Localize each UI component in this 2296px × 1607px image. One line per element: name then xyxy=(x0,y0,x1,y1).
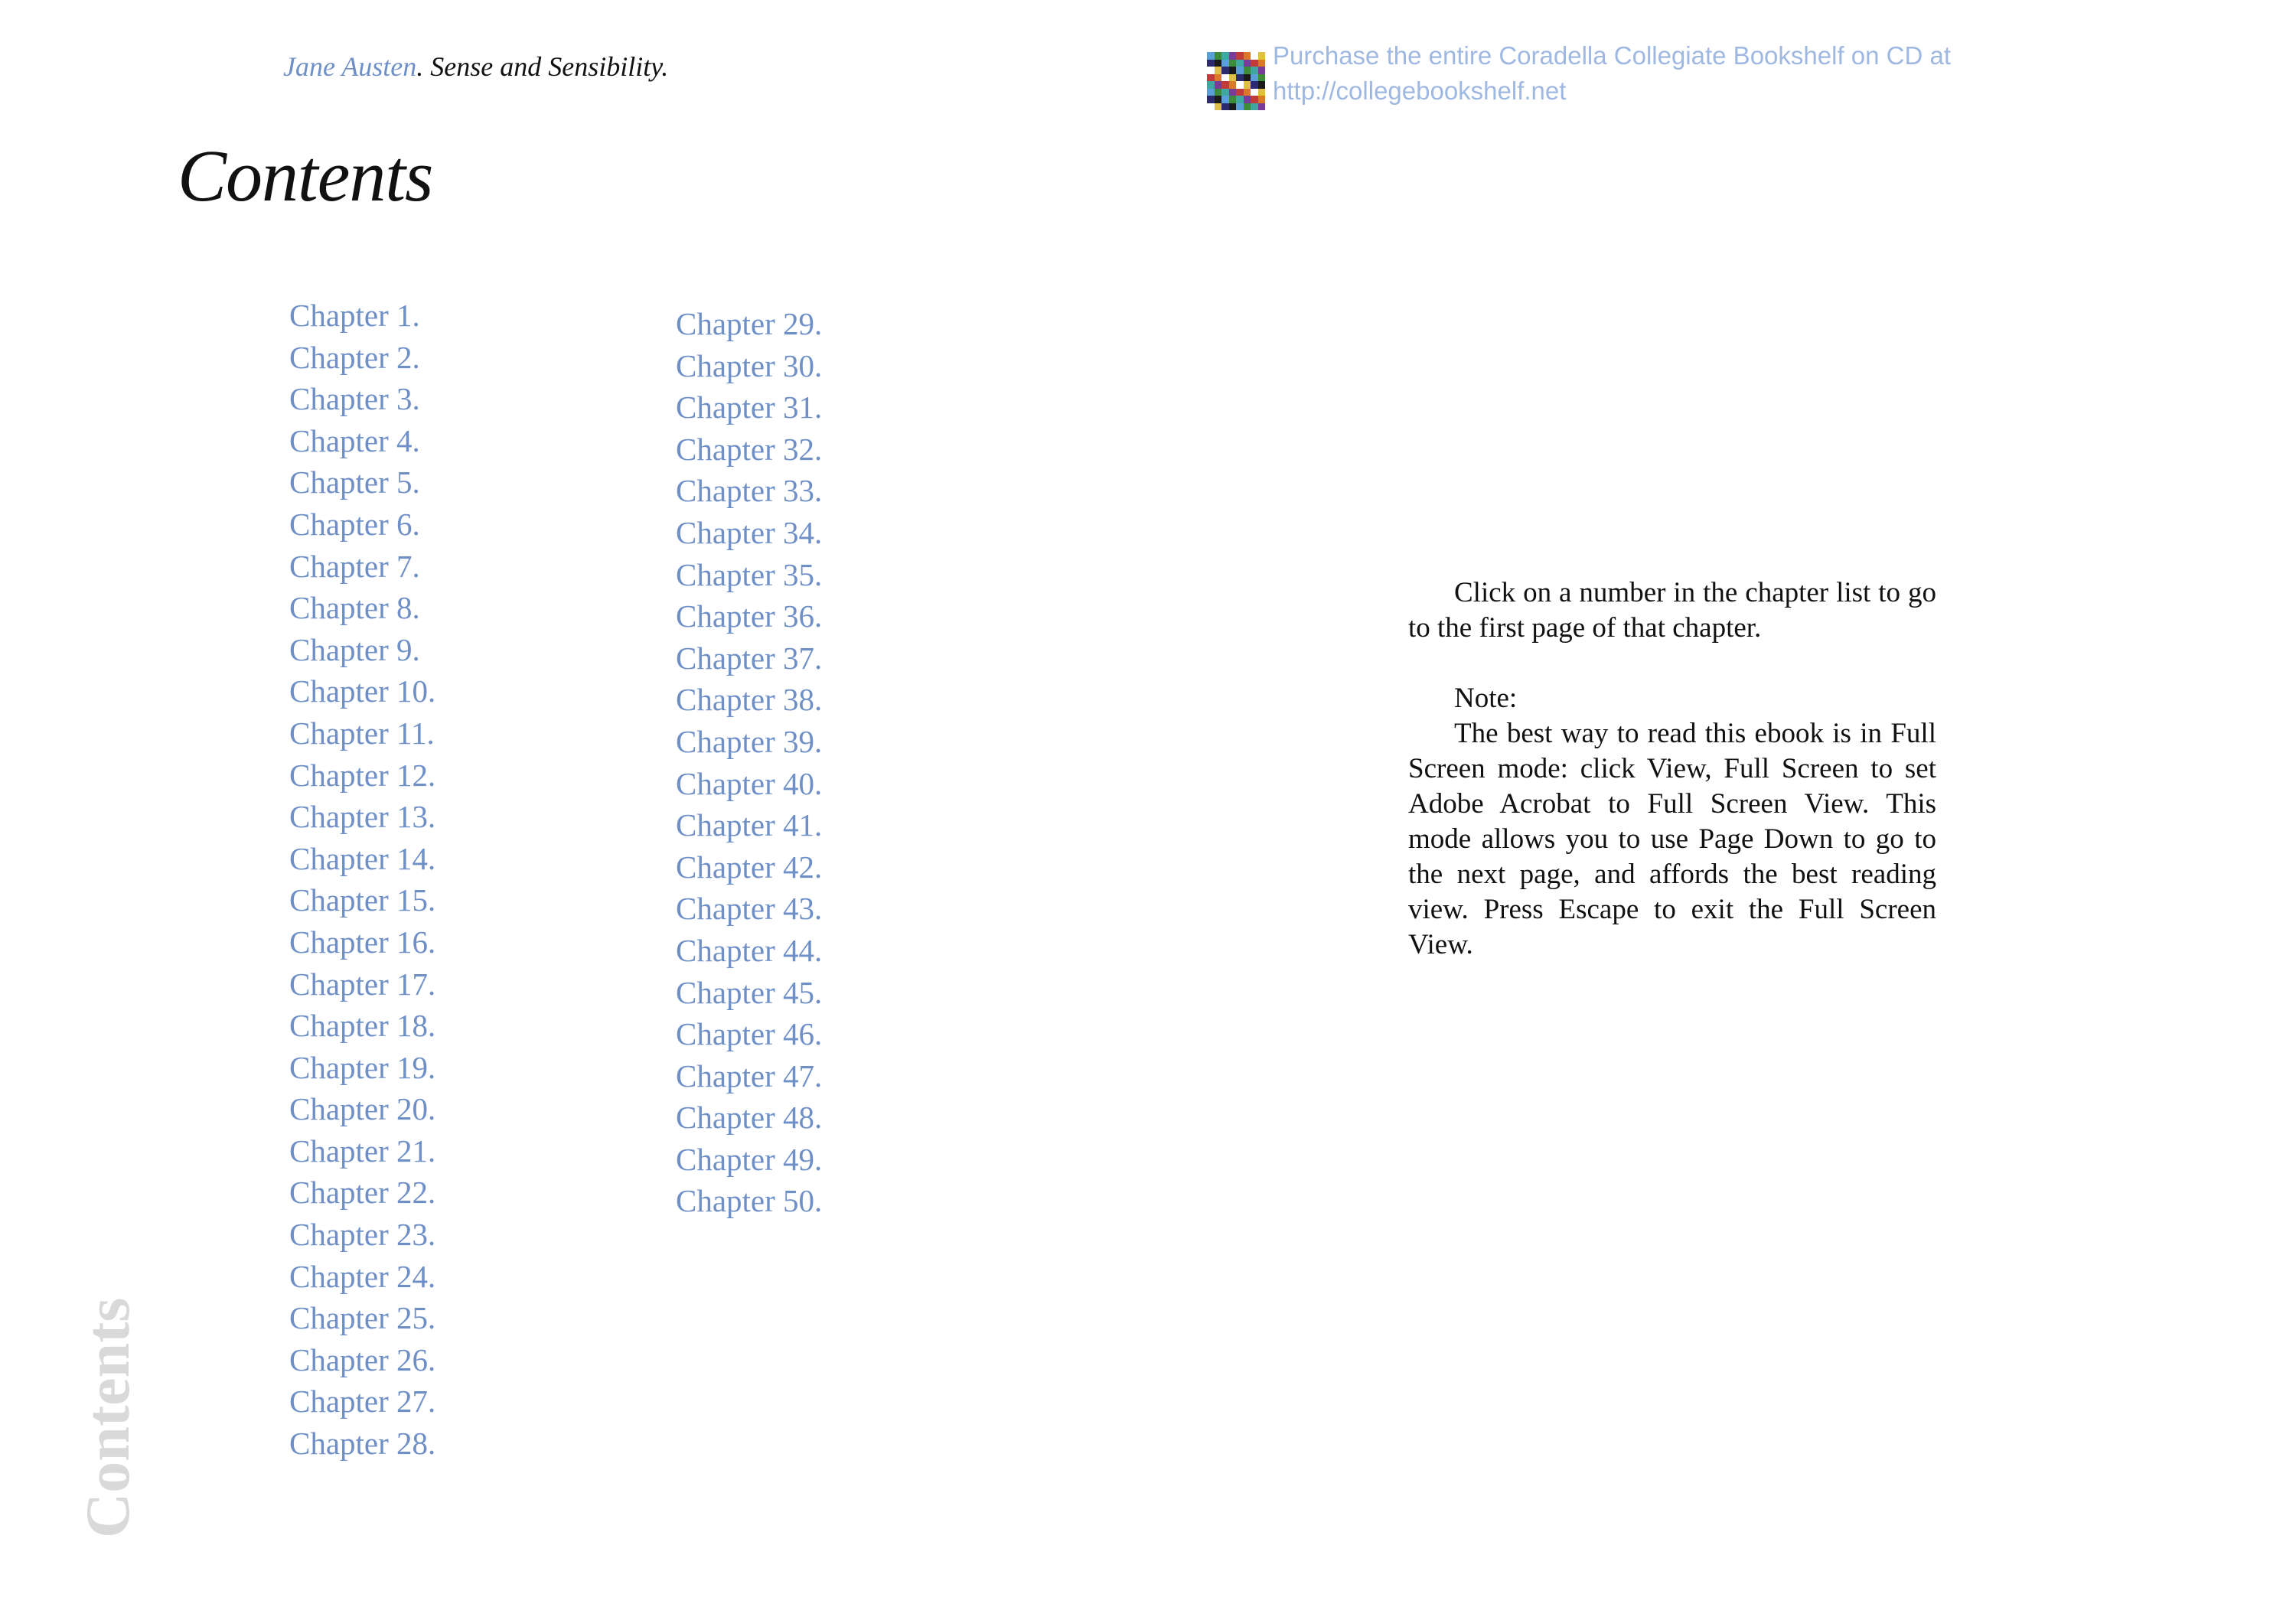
chapter-link[interactable]: Chapter 13. xyxy=(289,799,436,835)
logo-pixel xyxy=(1229,67,1237,74)
logo-pixel xyxy=(1215,52,1222,60)
logo-pixel xyxy=(1207,52,1215,60)
chapter-link[interactable]: Chapter 36. xyxy=(676,598,823,634)
logo-pixel xyxy=(1251,89,1258,96)
logo-pixel xyxy=(1207,103,1215,111)
logo-pixel xyxy=(1221,96,1229,103)
chapter-link[interactable]: Chapter 34. xyxy=(676,514,823,550)
logo-pixel xyxy=(1221,103,1229,111)
instructions-panel xyxy=(1408,575,1936,963)
chapter-link[interactable]: Chapter 46. xyxy=(676,1016,823,1052)
logo-pixel xyxy=(1207,96,1215,103)
chapter-link[interactable]: Chapter 48. xyxy=(676,1100,823,1136)
chapter-link[interactable]: Chapter 45. xyxy=(676,974,823,1010)
chapter-link[interactable]: Chapter 33. xyxy=(676,473,823,509)
chapter-link[interactable]: Chapter 14. xyxy=(289,840,436,876)
chapter-link[interactable]: Chapter 37. xyxy=(676,640,823,676)
chapter-link[interactable]: Chapter 22. xyxy=(289,1175,436,1211)
chapter-link[interactable]: Chapter 31. xyxy=(676,390,823,425)
chapter-link[interactable]: Chapter 19. xyxy=(289,1049,436,1085)
chapter-link[interactable]: Chapter 7. xyxy=(289,548,420,584)
logo-pixel xyxy=(1221,74,1229,82)
promo-text[interactable] xyxy=(1273,38,1951,109)
chapter-list-column-1 xyxy=(289,295,435,1465)
author-link[interactable]: Jane Austen xyxy=(283,51,417,82)
logo-pixel xyxy=(1215,74,1222,82)
logo-pixel xyxy=(1258,81,1266,89)
logo-pixel xyxy=(1244,60,1251,67)
logo-pixel xyxy=(1215,67,1222,74)
logo-pixel xyxy=(1215,103,1222,111)
logo-pixel xyxy=(1215,60,1222,67)
logo-pixel xyxy=(1207,60,1215,67)
logo-pixel xyxy=(1244,96,1251,103)
promo-link-url[interactable]: http://collegebookshelf.net xyxy=(1273,77,1567,105)
running-header xyxy=(283,51,668,83)
instructions-paragraph-1: Click on a number in the chapter list to go to the first page of that chapter. xyxy=(1408,577,1936,644)
logo-pixel xyxy=(1215,96,1222,103)
chapter-link[interactable]: Chapter 23. xyxy=(289,1217,436,1253)
chapter-link[interactable]: Chapter 43. xyxy=(676,891,823,927)
side-section-label: Contents xyxy=(73,1297,142,1538)
chapter-link[interactable]: Chapter 41. xyxy=(676,807,823,843)
chapter-link[interactable]: Chapter 30. xyxy=(676,347,823,383)
logo-pixel xyxy=(1207,89,1215,96)
logo-pixel xyxy=(1258,67,1266,74)
logo-pixel xyxy=(1215,81,1222,89)
logo-pixel xyxy=(1258,60,1266,67)
chapter-link[interactable]: Chapter 18. xyxy=(289,1008,436,1044)
logo-pixel xyxy=(1244,81,1251,89)
logo-pixel xyxy=(1229,60,1237,67)
chapter-link[interactable]: Chapter 15. xyxy=(289,882,436,918)
logo-pixel xyxy=(1244,52,1251,60)
chapter-link[interactable]: Chapter 24. xyxy=(289,1258,436,1294)
logo-pixel xyxy=(1236,89,1244,96)
chapter-link[interactable]: Chapter 1. xyxy=(289,298,420,333)
chapter-link[interactable]: Chapter 12. xyxy=(289,757,436,793)
logo-pixel xyxy=(1251,96,1258,103)
logo-pixel xyxy=(1251,81,1258,89)
chapter-link[interactable]: Chapter 29. xyxy=(676,306,823,341)
logo-pixel xyxy=(1221,81,1229,89)
logo-pixel xyxy=(1244,103,1251,111)
logo-pixel xyxy=(1221,52,1229,60)
logo-pixel xyxy=(1207,67,1215,74)
chapter-link[interactable]: Chapter 5. xyxy=(289,464,420,500)
chapter-link[interactable]: Chapter 40. xyxy=(676,765,823,801)
logo-pixel xyxy=(1229,52,1237,60)
chapter-link[interactable]: Chapter 26. xyxy=(289,1341,436,1377)
chapter-link[interactable]: Chapter 6. xyxy=(289,506,420,542)
coradella-logo-icon xyxy=(1207,52,1265,110)
promo-line-1[interactable]: Purchase the entire Coradella Collegiate Bookshelf on CD at xyxy=(1273,41,1952,70)
logo-pixel xyxy=(1251,60,1258,67)
logo-pixel xyxy=(1244,67,1251,74)
chapter-link[interactable]: Chapter 4. xyxy=(289,422,420,458)
chapter-link[interactable]: Chapter 27. xyxy=(289,1384,436,1420)
note-label: Note: xyxy=(1454,683,1518,714)
logo-pixel xyxy=(1215,89,1222,96)
instructions-paragraph-2: The best way to read this ebook is in Full Screen mode: click View, Full Screen to set Adobe Acrobat to Full Screen View. This mode allows you to use Page Down to go to the next page, and affords the best reading view. Press Escape to exit the Full Screen View. xyxy=(1408,718,1936,960)
chapter-link[interactable]: Chapter 49. xyxy=(676,1141,823,1177)
chapter-link[interactable]: Chapter 20. xyxy=(289,1091,436,1127)
logo-pixel xyxy=(1244,74,1251,82)
chapter-link[interactable]: Chapter 2. xyxy=(289,339,420,375)
logo-pixel xyxy=(1251,74,1258,82)
chapter-link[interactable]: Chapter 38. xyxy=(676,682,823,718)
chapter-link[interactable]: Chapter 10. xyxy=(289,673,436,709)
chapter-list-column-2 xyxy=(676,303,822,1222)
chapter-link[interactable]: Chapter 47. xyxy=(676,1058,823,1094)
logo-pixel xyxy=(1207,74,1215,82)
logo-pixel xyxy=(1244,89,1251,96)
chapter-link[interactable]: Chapter 25. xyxy=(289,1300,436,1336)
logo-pixel xyxy=(1236,103,1244,111)
chapter-link[interactable]: Chapter 50. xyxy=(676,1183,823,1219)
logo-pixel xyxy=(1229,103,1237,111)
chapter-link[interactable]: Chapter 3. xyxy=(289,381,420,417)
chapter-link[interactable]: Chapter 9. xyxy=(289,631,420,667)
chapter-link[interactable]: Chapter 16. xyxy=(289,924,436,960)
book-title: Sense and Sensibility. xyxy=(430,51,669,82)
logo-pixel xyxy=(1236,67,1244,74)
logo-pixel xyxy=(1236,96,1244,103)
logo-pixel xyxy=(1229,74,1237,82)
chapter-link[interactable]: Chapter 42. xyxy=(676,849,823,885)
promo-banner[interactable] xyxy=(1207,38,1951,110)
chapter-link[interactable]: Chapter 44. xyxy=(676,932,823,968)
logo-pixel xyxy=(1207,81,1215,89)
chapter-link[interactable]: Chapter 17. xyxy=(289,966,436,1002)
logo-pixel xyxy=(1229,96,1237,103)
chapter-link[interactable]: Chapter 39. xyxy=(676,723,823,759)
chapter-link[interactable]: Chapter 35. xyxy=(676,556,823,592)
chapter-link[interactable]: Chapter 8. xyxy=(289,590,420,626)
page-title: Contents xyxy=(178,135,433,217)
logo-pixel xyxy=(1236,60,1244,67)
logo-pixel xyxy=(1258,89,1266,96)
logo-pixel xyxy=(1236,52,1244,60)
logo-pixel xyxy=(1258,103,1266,111)
logo-pixel xyxy=(1251,52,1258,60)
logo-pixel xyxy=(1258,52,1266,60)
chapter-link[interactable]: Chapter 32. xyxy=(676,431,823,467)
logo-pixel xyxy=(1258,74,1266,82)
logo-pixel xyxy=(1251,67,1258,74)
logo-pixel xyxy=(1236,81,1244,89)
chapter-link[interactable]: Chapter 11. xyxy=(289,715,435,751)
logo-pixel xyxy=(1236,74,1244,82)
logo-pixel xyxy=(1229,81,1237,89)
header-separator: . xyxy=(416,51,431,82)
chapter-link[interactable]: Chapter 28. xyxy=(289,1426,436,1462)
logo-pixel xyxy=(1229,89,1237,96)
logo-pixel xyxy=(1221,60,1229,67)
paragraph-gap xyxy=(1408,646,1936,681)
logo-pixel xyxy=(1221,89,1229,96)
logo-pixel xyxy=(1221,67,1229,74)
chapter-link[interactable]: Chapter 21. xyxy=(289,1133,436,1169)
logo-pixel xyxy=(1251,103,1258,111)
logo-pixel xyxy=(1258,96,1266,103)
